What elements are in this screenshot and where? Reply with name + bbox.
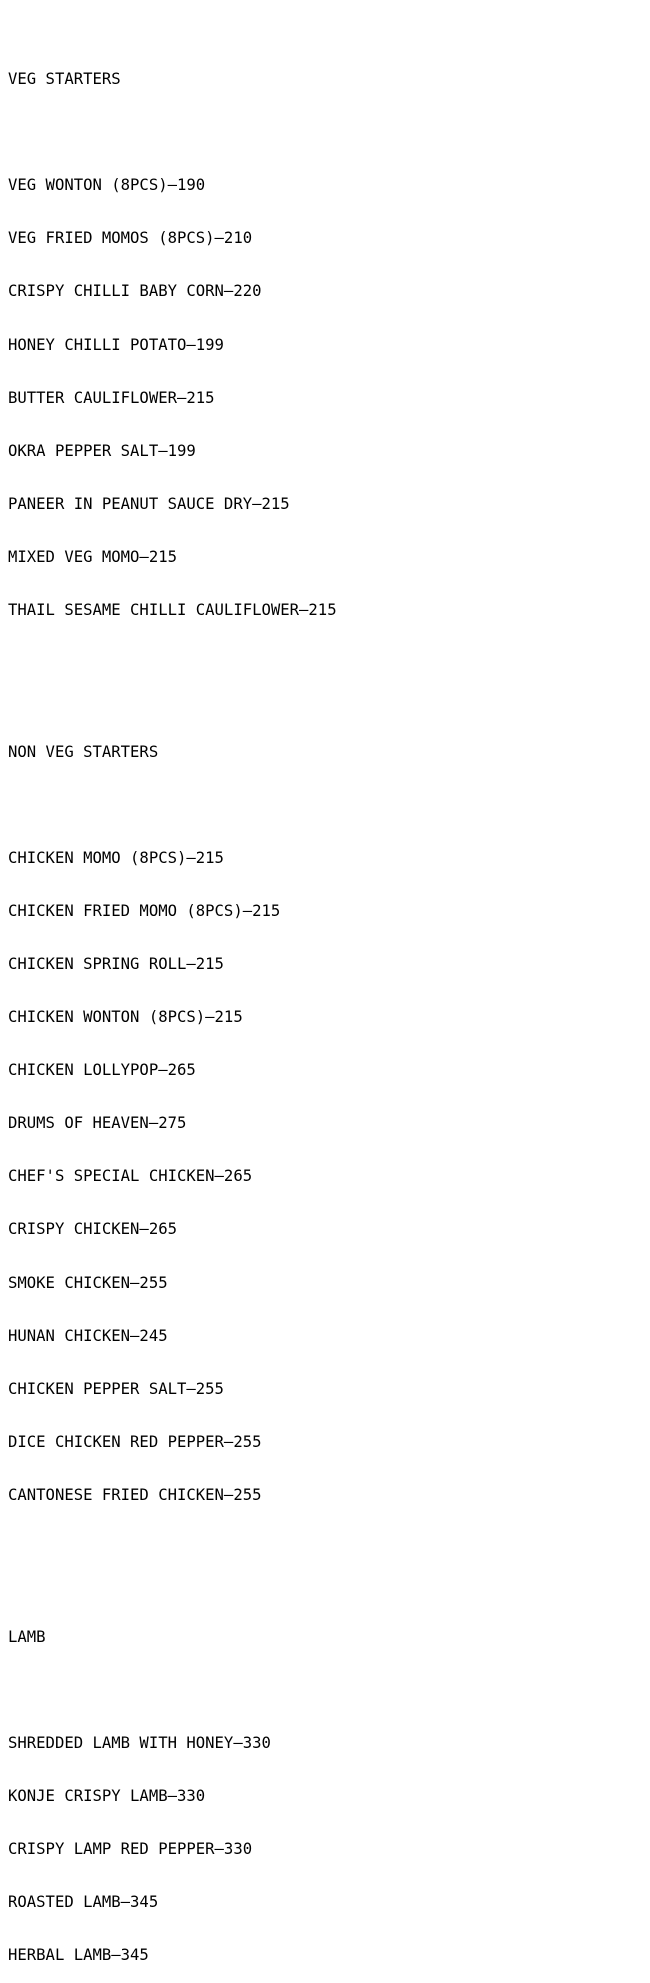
menu-item: MIXED VEG MOMO–215: [8, 547, 177, 566]
section-title-lamb: LAMB: [8, 1627, 46, 1646]
menu-item: BUTTER CAULIFLOWER–215: [8, 388, 215, 407]
menu-item: DICE CHICKEN RED PEPPER–255: [8, 1432, 262, 1451]
section-title-non-veg-starters: NON VEG STARTERS: [8, 742, 159, 761]
menu-item: CHICKEN FRIED MOMO (8PCS)–215: [8, 901, 281, 920]
menu-item: OKRA PEPPER SALT–199: [8, 441, 196, 460]
menu-item: CHICKEN WONTON (8PCS)–215: [8, 1008, 243, 1027]
menu-item: CHEF'S SPECIAL CHICKEN–265: [8, 1167, 253, 1186]
menu-document: [8, 18, 337, 1983]
menu-item: VEG WONTON (8PCS)–190: [8, 176, 206, 195]
blank-line: [8, 1540, 337, 1558]
menu-item: HUNAN CHICKEN–245: [8, 1326, 168, 1345]
menu-item: HONEY CHILLI POTATO–199: [8, 335, 224, 354]
menu-item: CRISPY CHICKEN–265: [8, 1220, 177, 1239]
blank-line: [8, 797, 337, 815]
menu-item: CHICKEN SPRING ROLL–215: [8, 955, 224, 974]
menu-item: HERBAL LAMB–345: [8, 1946, 149, 1965]
menu-item: CHICKEN PEPPER SALT–255: [8, 1379, 224, 1398]
menu-item: SMOKE CHICKEN–255: [8, 1273, 168, 1292]
menu-item: CRISPY LAMP RED PEPPER–330: [8, 1839, 253, 1858]
menu-item: ROASTED LAMB–345: [8, 1893, 159, 1912]
blank-line: [8, 655, 337, 673]
blank-line: [8, 1682, 337, 1700]
menu-item: DRUMS OF HEAVEN–275: [8, 1114, 187, 1133]
menu-item: THAIL SESAME CHILLI CAULIFLOWER–215: [8, 601, 337, 620]
menu-item: CANTONESE FRIED CHICKEN–255: [8, 1485, 262, 1504]
menu-item: PANEER IN PEANUT SAUCE DRY–215: [8, 494, 290, 513]
section-title-veg-starters: VEG STARTERS: [8, 70, 121, 89]
menu-item: CHICKEN LOLLYPOP–265: [8, 1061, 196, 1080]
menu-item: KONJE CRISPY LAMB–330: [8, 1786, 206, 1805]
menu-item: CHICKEN MOMO (8PCS)–215: [8, 848, 224, 867]
menu-item: CRISPY CHILLI BABY CORN–220: [8, 282, 262, 301]
menu-item: SHREDDED LAMB WITH HONEY–330: [8, 1733, 271, 1752]
menu-item: VEG FRIED MOMOS (8PCS)–210: [8, 229, 253, 248]
blank-line: [8, 124, 337, 142]
